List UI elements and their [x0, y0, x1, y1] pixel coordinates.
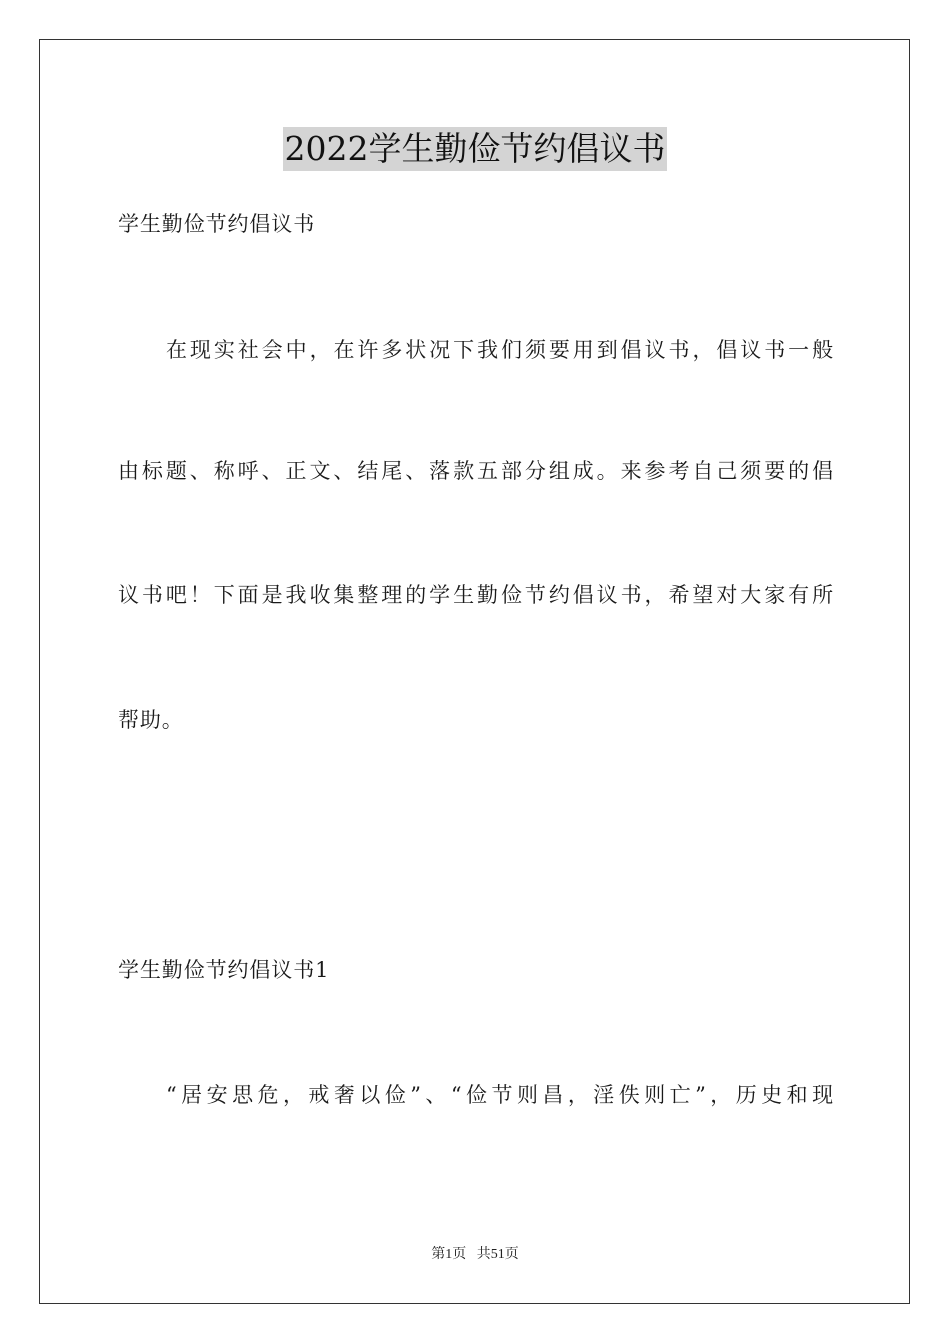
page-number: 第1页: [431, 1247, 467, 1262]
paragraph-line: “居安思危，戒奢以俭”、“俭节则昌，淫佚则亡”，历史和现: [166, 1083, 834, 1107]
document-subtitle: 学生勤俭节约倡议书: [118, 212, 316, 236]
title-container: [0, 127, 950, 171]
paragraph-line: 议书吧！下面是我收集整理的学生勤俭节约倡议书，希望对大家有所: [118, 583, 834, 607]
section-heading: 学生勤俭节约倡议书1: [118, 958, 330, 982]
page-footer: [0, 1245, 950, 1265]
paragraph-line: 由标题、称呼、正文、结尾、落款五部分组成。来参考自己须要的倡: [118, 459, 834, 483]
page-total: 共51页: [476, 1247, 519, 1262]
document-title: 2022学生勤俭节约倡议书: [283, 127, 668, 171]
paragraph-line: 帮助。: [118, 708, 184, 732]
paragraph-line: 在现实社会中，在许多状况下我们须要用到倡议书，倡议书一般: [166, 338, 834, 362]
